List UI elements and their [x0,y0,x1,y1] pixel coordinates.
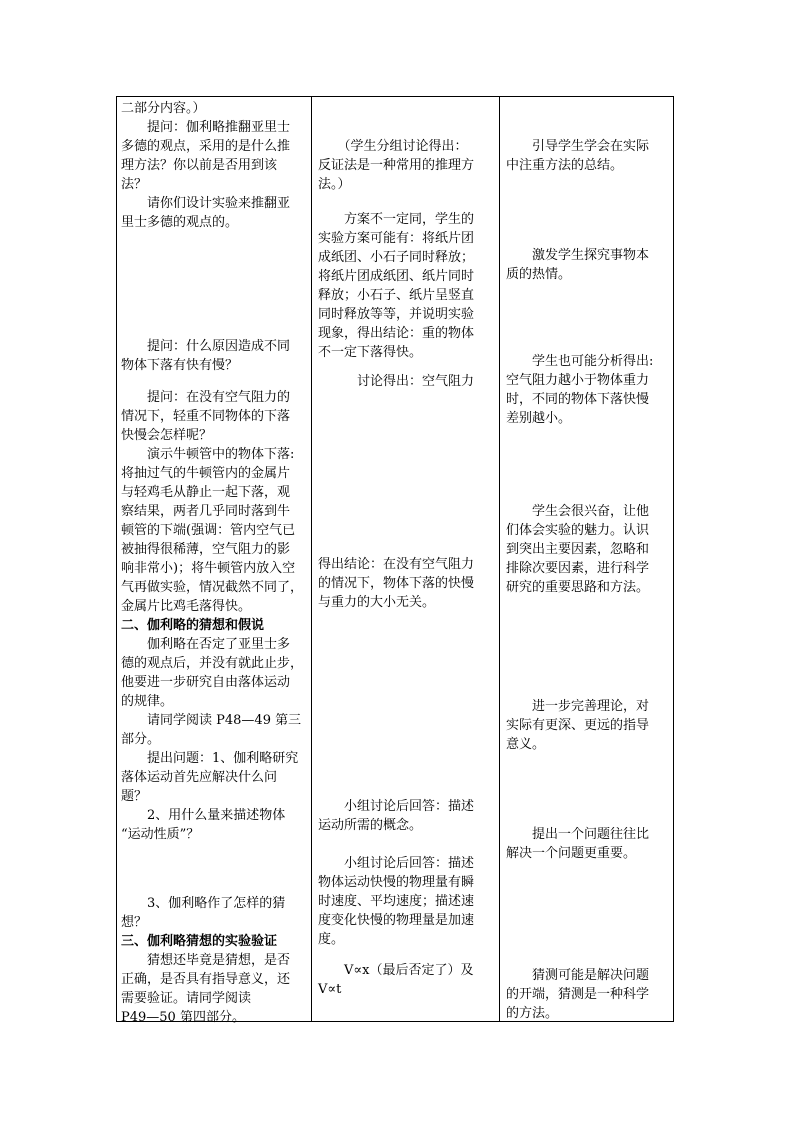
text-line: 伽利略在否定了亚里士多 [121,637,291,652]
text-line: 顿管的下端(强调：管内空气已 [121,523,296,538]
text-line: 运动所需的概念。 [318,818,423,833]
text-line: 多德的观点，采用的是什么推 [121,139,291,154]
section-heading [121,932,277,951]
design-intent-cell [500,97,674,1022]
text-line: 同时释放等等，并说明实验 [318,307,475,322]
text-line: 提问：什么原因造成不同 [121,339,291,354]
text-paragraph [506,697,649,754]
text-line: 请你们设计实验来推翻亚 [121,196,291,211]
text-line: 里士多德的观点的。 [121,215,239,230]
text-paragraph [121,445,303,616]
text-line: 需要验证。请同学阅读 [121,991,252,1006]
text-line: 讨论得出：空气阻力 [318,374,475,389]
text-line: 德的观点后，并没有就此止步， [121,656,304,671]
text-line: 情况下，轻重不同物体的下落 [121,409,291,424]
section-heading [121,616,264,635]
text-paragraph [506,352,653,428]
text-paragraph [121,951,290,1027]
text-line: 时，不同的物体下落快慢 [506,392,650,407]
text-line: 响非常小)；将牛顿管内放入空 [121,561,296,576]
text-line: 2、用什么量来描述物体 [121,808,286,823]
text-line: 意义。 [506,737,546,752]
text-line: 度变化快慢的物理量是加速 [318,913,475,928]
text-line: 与轻鸡毛从静止一起下落，观 [121,485,291,500]
text-line: 解决一个问题更重要。 [506,846,637,861]
text-line: 猜测可能是解决问题 [506,968,650,983]
text-line: 度。 [318,932,345,947]
text-line: 物体下落有快有慢？ [121,358,239,373]
text-paragraph [506,966,649,1023]
text-line: 3、伽利略作了怎样的猜 [121,896,286,911]
lesson-table [116,96,674,1025]
text-line: 被抽得很稀薄，空气阻力的影 [121,542,291,557]
text-line: 猜想还毕竟是猜想，是否 [121,953,291,968]
text-paragraph [121,749,298,806]
text-line: 法。） [318,177,351,192]
text-line: 进一步完善理论，对 [506,699,650,714]
text-paragraph [121,388,290,445]
text-line: 物体运动快慢的物理量有瞬 [318,875,475,890]
text-line: 不一定下落得快。 [318,345,423,360]
text-line: 将抽过气的牛顿管内的金属片 [121,466,291,481]
text-line: 实际有更深、更远的指导 [506,718,650,733]
text-line: 演示牛顿管中的物体下落: [121,447,295,462]
text-line: “运动性质”？ [121,827,200,842]
text-line: 反证法是一种常用的推理方 [318,158,475,173]
text-line: 请同学阅读 P48—49 第三 [121,713,302,728]
text-paragraph [121,337,290,375]
teacher-activity-cell [117,97,312,1025]
text-line: 小组讨论后回答：描述 [318,799,475,814]
text-paragraph [121,894,285,932]
text-line: 的方法。 [506,1006,559,1021]
text-line: 他要进一步研究自由落体运动 [121,675,291,690]
text-line: 提出一个问题往往比 [506,827,650,842]
text-paragraph [506,137,649,175]
text-paragraph [121,711,301,749]
text-line: 引导学生学会在实际 [506,139,650,154]
text-line: 差别越小。 [506,411,572,426]
text-line: V∝t [318,982,342,997]
text-paragraph [318,372,474,391]
text-line: 提出问题：1、伽利略研究 [121,751,299,766]
text-line: 空气阻力越小于物体重力 [506,373,650,388]
text-paragraph [318,137,474,194]
text-line: 现象，得出结论：重的物体 [318,326,475,341]
student-activity-cell [312,97,500,1022]
text-line: 正确，是否具有指导意义，还 [121,972,291,987]
text-line: 落体运动首先应解决什么问 [121,770,278,785]
text-line: 提问：伽利略推翻亚里士 [121,120,291,135]
text-line: 的开端，猜测是一种科学 [506,987,650,1002]
text-paragraph [318,210,474,362]
text-line: 中注重方法的总结。 [506,158,624,173]
table-row [117,97,674,1022]
text-line: V∝x（最后否定了）及 [318,963,474,978]
text-line: 提问：在没有空气阻力的 [121,390,291,405]
text-line: 理方法？你以前是否用到该 [121,158,278,173]
text-line: 学生也可能分析得出: [506,354,654,369]
text-line: 法？ [121,177,148,192]
text-paragraph [318,555,474,612]
text-line: 题？ [121,789,148,804]
text-paragraph [506,246,649,284]
text-line: 部分。 [121,732,161,747]
text-line: 得出结论：在没有空气阻力 [318,557,475,572]
text-line: 们体会实验的魅力。认识 [506,523,650,538]
text-line: 与重力的大小无关。 [318,595,436,610]
text-line: 的情况下，物体下落的快慢 [318,576,475,591]
text-line: 实验方案可能有：将纸片团 [318,231,475,246]
text-line: 小组讨论后回答：描述 [318,856,475,871]
text-line: 气再做实验，情况截然不同了， [121,580,304,595]
text-line: 学生会很兴奋，让他 [506,504,650,519]
text-paragraph [318,961,474,999]
text-paragraph [121,99,206,118]
text-paragraph [121,194,290,232]
text-line: 将纸片团成纸团、纸片同时 [318,269,475,284]
text-line: 的规律。 [121,694,174,709]
text-line: 质的热情。 [506,267,572,282]
text-paragraph [121,118,290,194]
text-line: 激发学生探究事物本 [506,248,650,263]
text-line: 时速度、平均速度；描述速 [318,894,475,909]
text-line: 释放；小石子、纸片呈竖直 [318,288,475,303]
text-paragraph [506,825,649,863]
text-paragraph [506,502,649,597]
text-paragraph [318,797,474,835]
text-line: 想？ [121,915,148,930]
text-line: 二、伽利略的猜想和假说 [121,618,265,633]
text-line: 快慢会怎样呢？ [121,428,213,443]
text-paragraph [121,635,303,711]
text-line: 三、伽利略猜想的实验验证 [121,934,278,949]
text-line: P49—50 第四部分。 [121,1010,245,1025]
text-line: 方案不一定同，学生的 [318,212,475,227]
text-line: 研究的重要思路和方法。 [506,580,650,595]
text-line: 金属片比鸡毛落得快。 [121,599,252,614]
text-line: （学生分组讨论得出： [318,139,468,154]
text-paragraph [121,806,285,844]
text-line: 成纸团、小石子同时释放； [318,250,475,265]
text-line: 排除次要因素，进行科学 [506,561,650,576]
text-line: 察结果，两者几乎同时落到牛 [121,504,291,519]
text-paragraph [318,854,474,949]
text-line: 到突出主要因素，忽略和 [506,542,650,557]
text-line: 二部分内容。） [121,101,206,116]
